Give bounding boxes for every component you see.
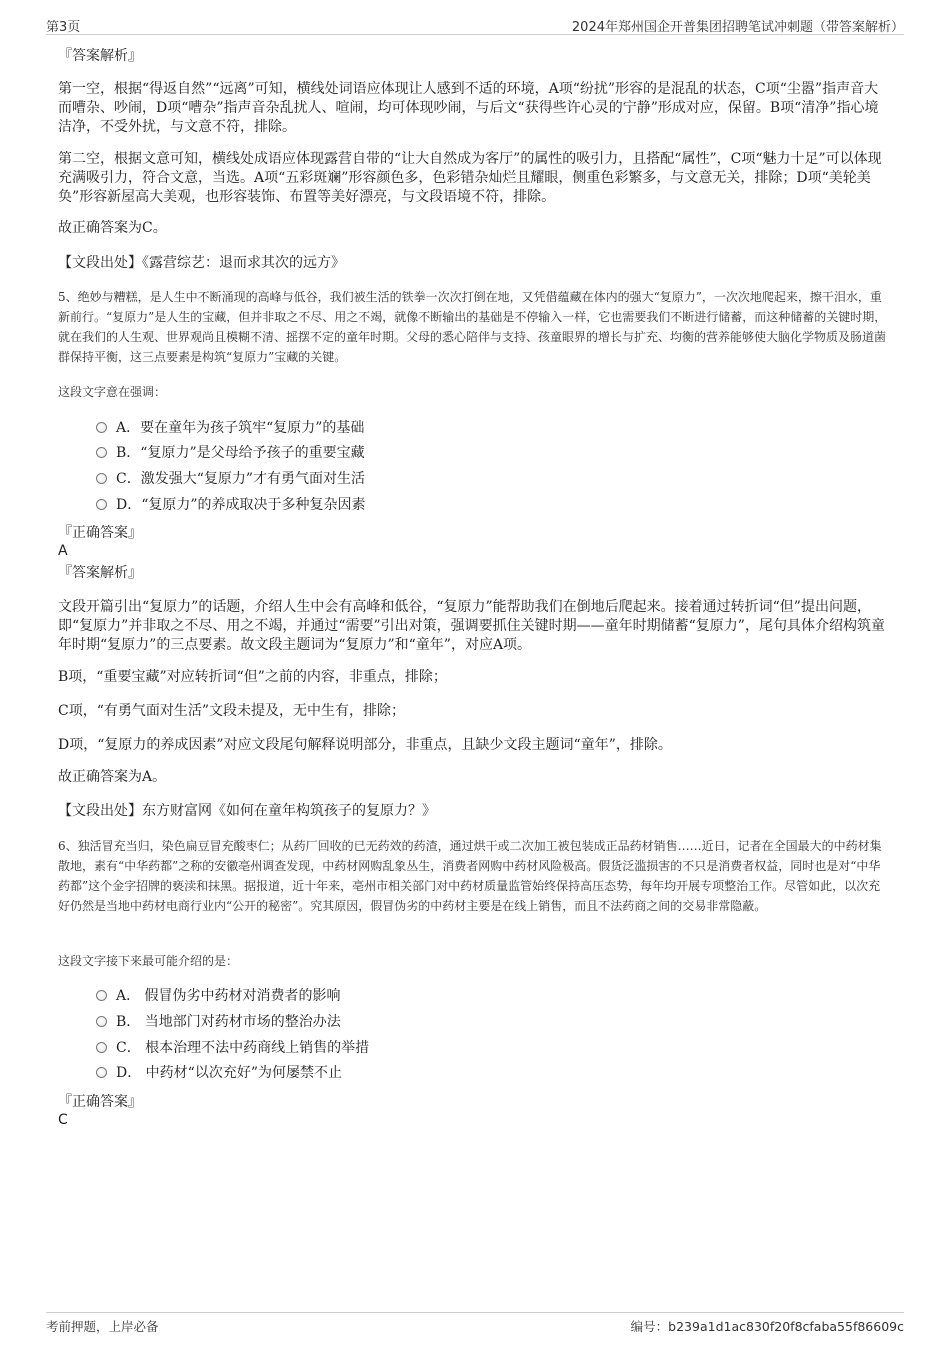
page-header	[46, 14, 904, 35]
q6-option-c[interactable]	[96, 1037, 369, 1059]
radio-icon[interactable]	[96, 473, 107, 484]
option-label: C．激发强大“复原力”才有勇气面对生活	[116, 471, 366, 487]
radio-icon[interactable]	[96, 447, 107, 458]
option-label: D． 中药材“以次充好”为何屡禁不止	[116, 1065, 342, 1081]
q4-source: 【文段出处】《露营综艺：退而求其次的远方》	[58, 255, 345, 271]
q5-analysis-label: 『答案解析』	[58, 565, 142, 581]
q5-analysis-5: 故正确答案为A。	[58, 769, 167, 785]
q5-option-a[interactable]	[96, 417, 364, 439]
radio-icon[interactable]	[96, 499, 107, 510]
q6-option-a[interactable]	[96, 985, 341, 1007]
option-label: B．“复原力”是父母给予孩子的重要宝藏	[116, 445, 365, 461]
footer-slogan: 考前押题，上岸必备	[46, 1319, 159, 1334]
option-label: D．“复原力”的养成取决于多种复杂因素	[116, 497, 366, 513]
q5-option-b[interactable]	[96, 442, 365, 464]
document-title: 2024年郑州国企开普集团招聘笔试冲刺题（带答案解析）	[571, 20, 904, 35]
q5-analysis-2: B项，“重要宝藏”对应转折词“但”之前的内容，非重点，排除；	[58, 669, 447, 685]
option-label: A． 假冒伪劣中药材对消费者的影响	[116, 988, 341, 1004]
q5-option-c[interactable]	[96, 468, 365, 490]
q5-analysis-3: C项，“有勇气面对生活”文段未提及，无中生有，排除；	[58, 703, 406, 719]
q6-question: 这段文字接下来最可能介绍的是：	[58, 954, 239, 968]
document-id: 编号：b239a1d1ac830f20f8cfaba55f86609c	[630, 1319, 904, 1334]
radio-icon[interactable]	[96, 1016, 107, 1027]
q6-correct-label: 『正确答案』	[58, 1094, 142, 1110]
q5-source: 【文段出处】东方财富网《如何在童年构筑孩子的复原力？》	[58, 803, 436, 819]
q6-option-d[interactable]	[96, 1062, 342, 1084]
radio-icon[interactable]	[96, 1067, 107, 1078]
q5-option-d[interactable]	[96, 494, 366, 516]
q5-stem: 5、绝妙与糟糕，是人生中不断涌现的高峰与低谷，我们被生活的铁拳一次次打倒在地，又凭借蕴藏在体内的强大“复原力”，一次次地爬起来，擦干泪水，重新前行。“复原力”是人生的宝藏，但并非取之不尽、用之不竭，就像不断输出的基础是不停输入一样，它也需要我们不断进行储蓄，而这种储蓄的关键时期，就在我们的人生观、世界观尚且模糊不清、摇摆不定的童年时期。父母的悉心陪伴与支持、孩童眼界的增长与扩充、均衡的营养能够使大脑化学物质及肠道菌群保持平衡，这三点要素是构筑“复原力”宝藏的关键。	[58, 290, 887, 364]
q5-answer: A	[58, 543, 68, 559]
radio-icon[interactable]	[96, 1042, 107, 1053]
q4-analysis-paragraph-1: 第一空，根据“得返自然”“远离”可知，横线处词语应体现让人感到不适的环境，A项“纷扰”形容的是混乱的状态，C项“尘嚣”指声音大而嘈杂、吵闹，D项“嘈杂”指声音杂乱扰人、喧闹，均可体现吵闹，与后文“获得些许心灵的宁静”形成对应，保留。B项“清净”指心境洁净，不受外扰，与文意不符，排除。	[58, 81, 879, 135]
page-footer	[46, 1312, 904, 1335]
radio-icon[interactable]	[96, 422, 107, 433]
q4-analysis-label: 『答案解析』	[58, 48, 142, 64]
q5-correct-label: 『正确答案』	[58, 525, 142, 541]
option-label: B． 当地部门对药材市场的整治办法	[116, 1014, 341, 1030]
q5-analysis-4: D项，“复原力的养成因素”对应文段尾句解释说明部分，非重点，且缺少文段主题词“童年”，排除。	[58, 737, 672, 753]
q4-analysis-paragraph-2: 第二空，根据文意可知，横线处成语应体现露营自带的“让大自然成为客厅”的属性的吸引力，且搭配“属性”，C项“魅力十足”可以体现充满吸引力，符合文意，当选。A项“五彩斑斓”形容颜色多，色彩错杂灿烂且耀眼，侧重色彩繁多，与文意无关，排除；D项“美轮美奂”形容新屋高大美观，也形容装饰、布置等美好漂亮，与文段语境不符，排除。	[58, 151, 882, 205]
radio-icon[interactable]	[96, 990, 107, 1001]
option-label: A．要在童年为孩子筑牢“复原力”的基础	[116, 420, 365, 436]
q6-answer: C	[58, 1112, 68, 1128]
page-number: 第3页	[46, 20, 81, 35]
q5-question: 这段文字意在强调：	[58, 385, 167, 399]
q6-option-b[interactable]	[96, 1011, 341, 1033]
q4-conclusion: 故正确答案为C。	[58, 220, 167, 236]
q6-stem: 6、独活冒充当归，染色扁豆冒充酸枣仁；从药厂回收的已无药效的药渣，通过烘干或二次加工被包装成正品药材销售……近日，记者在全国最大的中药材集散地，素有“中华药都”之称的安徽亳州调查发现，中药材网购乱象丛生，消费者网购中药材风险极高。假货泛滥损害的不只是消费者权益，同时也是对“中华药都”这个金字招牌的亵渎和抹黑。据报道，近十年来，亳州市相关部门对中药材质量监管始终保持高压态势，每年均开展专项整治工作。尽管如此，以次充好仍然是当地中药材电商行业内“公开的秘密”。究其原因，假冒伪劣的中药材主要是在线上销售，而且不法药商之间的交易非常隐蔽。	[58, 839, 882, 913]
q5-analysis-1: 文段开篇引出“复原力”的话题，介绍人生中会有高峰和低谷，“复原力”能帮助我们在倒地后爬起来。接着通过转折词“但”提出问题，即“复原力”并非取之不尽、用之不竭，并通过“需要”引出对策，强调要抓住关键时期——童年时期储蓄“复原力”，尾句具体介绍构筑童年时期“复原力”的三点要素。故文段主题词为“复原力”和“童年”，对应A项。	[58, 599, 885, 653]
option-label: C． 根本治理不法中药商线上销售的举措	[116, 1040, 370, 1056]
